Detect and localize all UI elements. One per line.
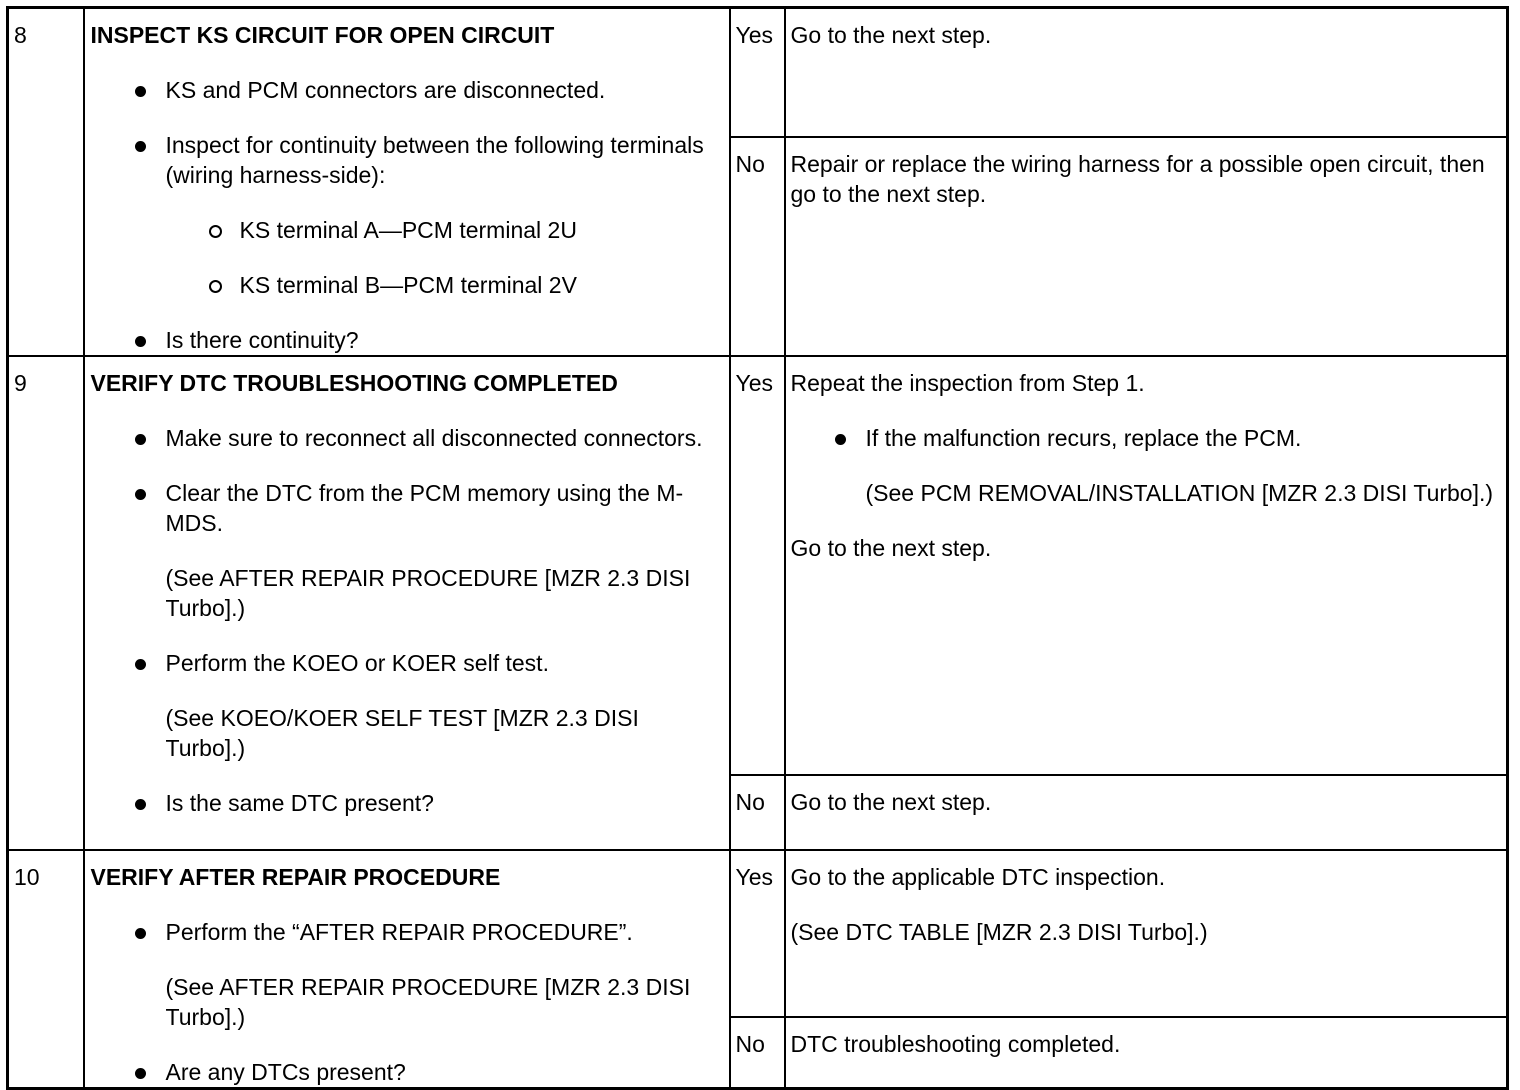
yes-result-cell: [785, 356, 1508, 775]
no-label: No: [730, 1017, 785, 1088]
yes-label: Yes: [730, 356, 785, 775]
reference-note: (See DTC TABLE [MZR 2.3 DISI Turbo].): [790, 919, 1208, 945]
step-action-cell: [84, 850, 730, 1089]
bullet-item: Make sure to reconnect all disconnected connectors.: [166, 423, 723, 453]
yes-label: Yes: [730, 850, 785, 1017]
table: [6, 6, 1509, 1090]
yes-result-cell: [785, 850, 1508, 1017]
result-text: Go to the next step.: [790, 535, 992, 561]
no-result: DTC troubleshooting completed.: [785, 1017, 1508, 1088]
bullet-item: Are any DTCs present?: [166, 1057, 723, 1087]
no-label: No: [730, 137, 785, 356]
sub-bullet-item: KS terminal B—PCM terminal 2V: [240, 270, 723, 300]
sub-bullet-item: KS terminal A—PCM terminal 2U: [240, 215, 723, 245]
result-text: Repeat the inspection from Step 1.: [790, 370, 1145, 396]
reference-note: (See PCM REMOVAL/INSTALLATION [MZR 2.3 DISI Turbo].): [865, 480, 1494, 506]
bullet-item: Clear the DTC from the PCM memory using the M-MDS.: [166, 478, 723, 538]
bullet-item: KS and PCM connectors are disconnected.: [166, 75, 723, 105]
bullet-item: Perform the “AFTER REPAIR PROCEDURE”.: [166, 917, 723, 947]
bullet-item: Is the same DTC present?: [166, 788, 723, 818]
result-bullet: If the malfunction recurs, replace the PCM.: [866, 423, 1501, 453]
no-label: No: [730, 775, 785, 850]
step-number: 10: [8, 850, 84, 1089]
step-title: VERIFY AFTER REPAIR PROCEDURE: [90, 864, 501, 890]
reference-note: (See KOEO/KOER SELF TEST [MZR 2.3 DISI Turbo].): [165, 705, 639, 761]
bullet-item: Perform the KOEO or KOER self test.: [166, 648, 723, 678]
yes-result: Go to the next step.: [785, 8, 1508, 138]
step-number: 9: [8, 356, 84, 850]
step-action-cell: [84, 356, 730, 850]
troubleshooting-table: [6, 6, 1506, 1085]
step-title: INSPECT KS CIRCUIT FOR OPEN CIRCUIT: [90, 22, 555, 48]
step-number: 8: [8, 8, 84, 357]
reference-note: (See AFTER REPAIR PROCEDURE [MZR 2.3 DISI Turbo].): [165, 565, 691, 621]
bullet-item: Is there continuity?: [166, 325, 723, 355]
step-action-cell: [84, 8, 730, 357]
result-text: Go to the applicable DTC inspection.: [790, 864, 1166, 890]
no-result: Repair or replace the wiring harness for a possible open circuit, then go to the next step.: [785, 137, 1508, 356]
reference-note: (See AFTER REPAIR PROCEDURE [MZR 2.3 DISI Turbo].): [165, 974, 691, 1030]
bullet-item: Inspect for continuity between the following terminals (wiring harness-side):: [166, 130, 723, 190]
yes-label: Yes: [730, 8, 785, 138]
no-result: Go to the next step.: [785, 775, 1508, 850]
step-title: VERIFY DTC TROUBLESHOOTING COMPLETED: [90, 370, 618, 396]
